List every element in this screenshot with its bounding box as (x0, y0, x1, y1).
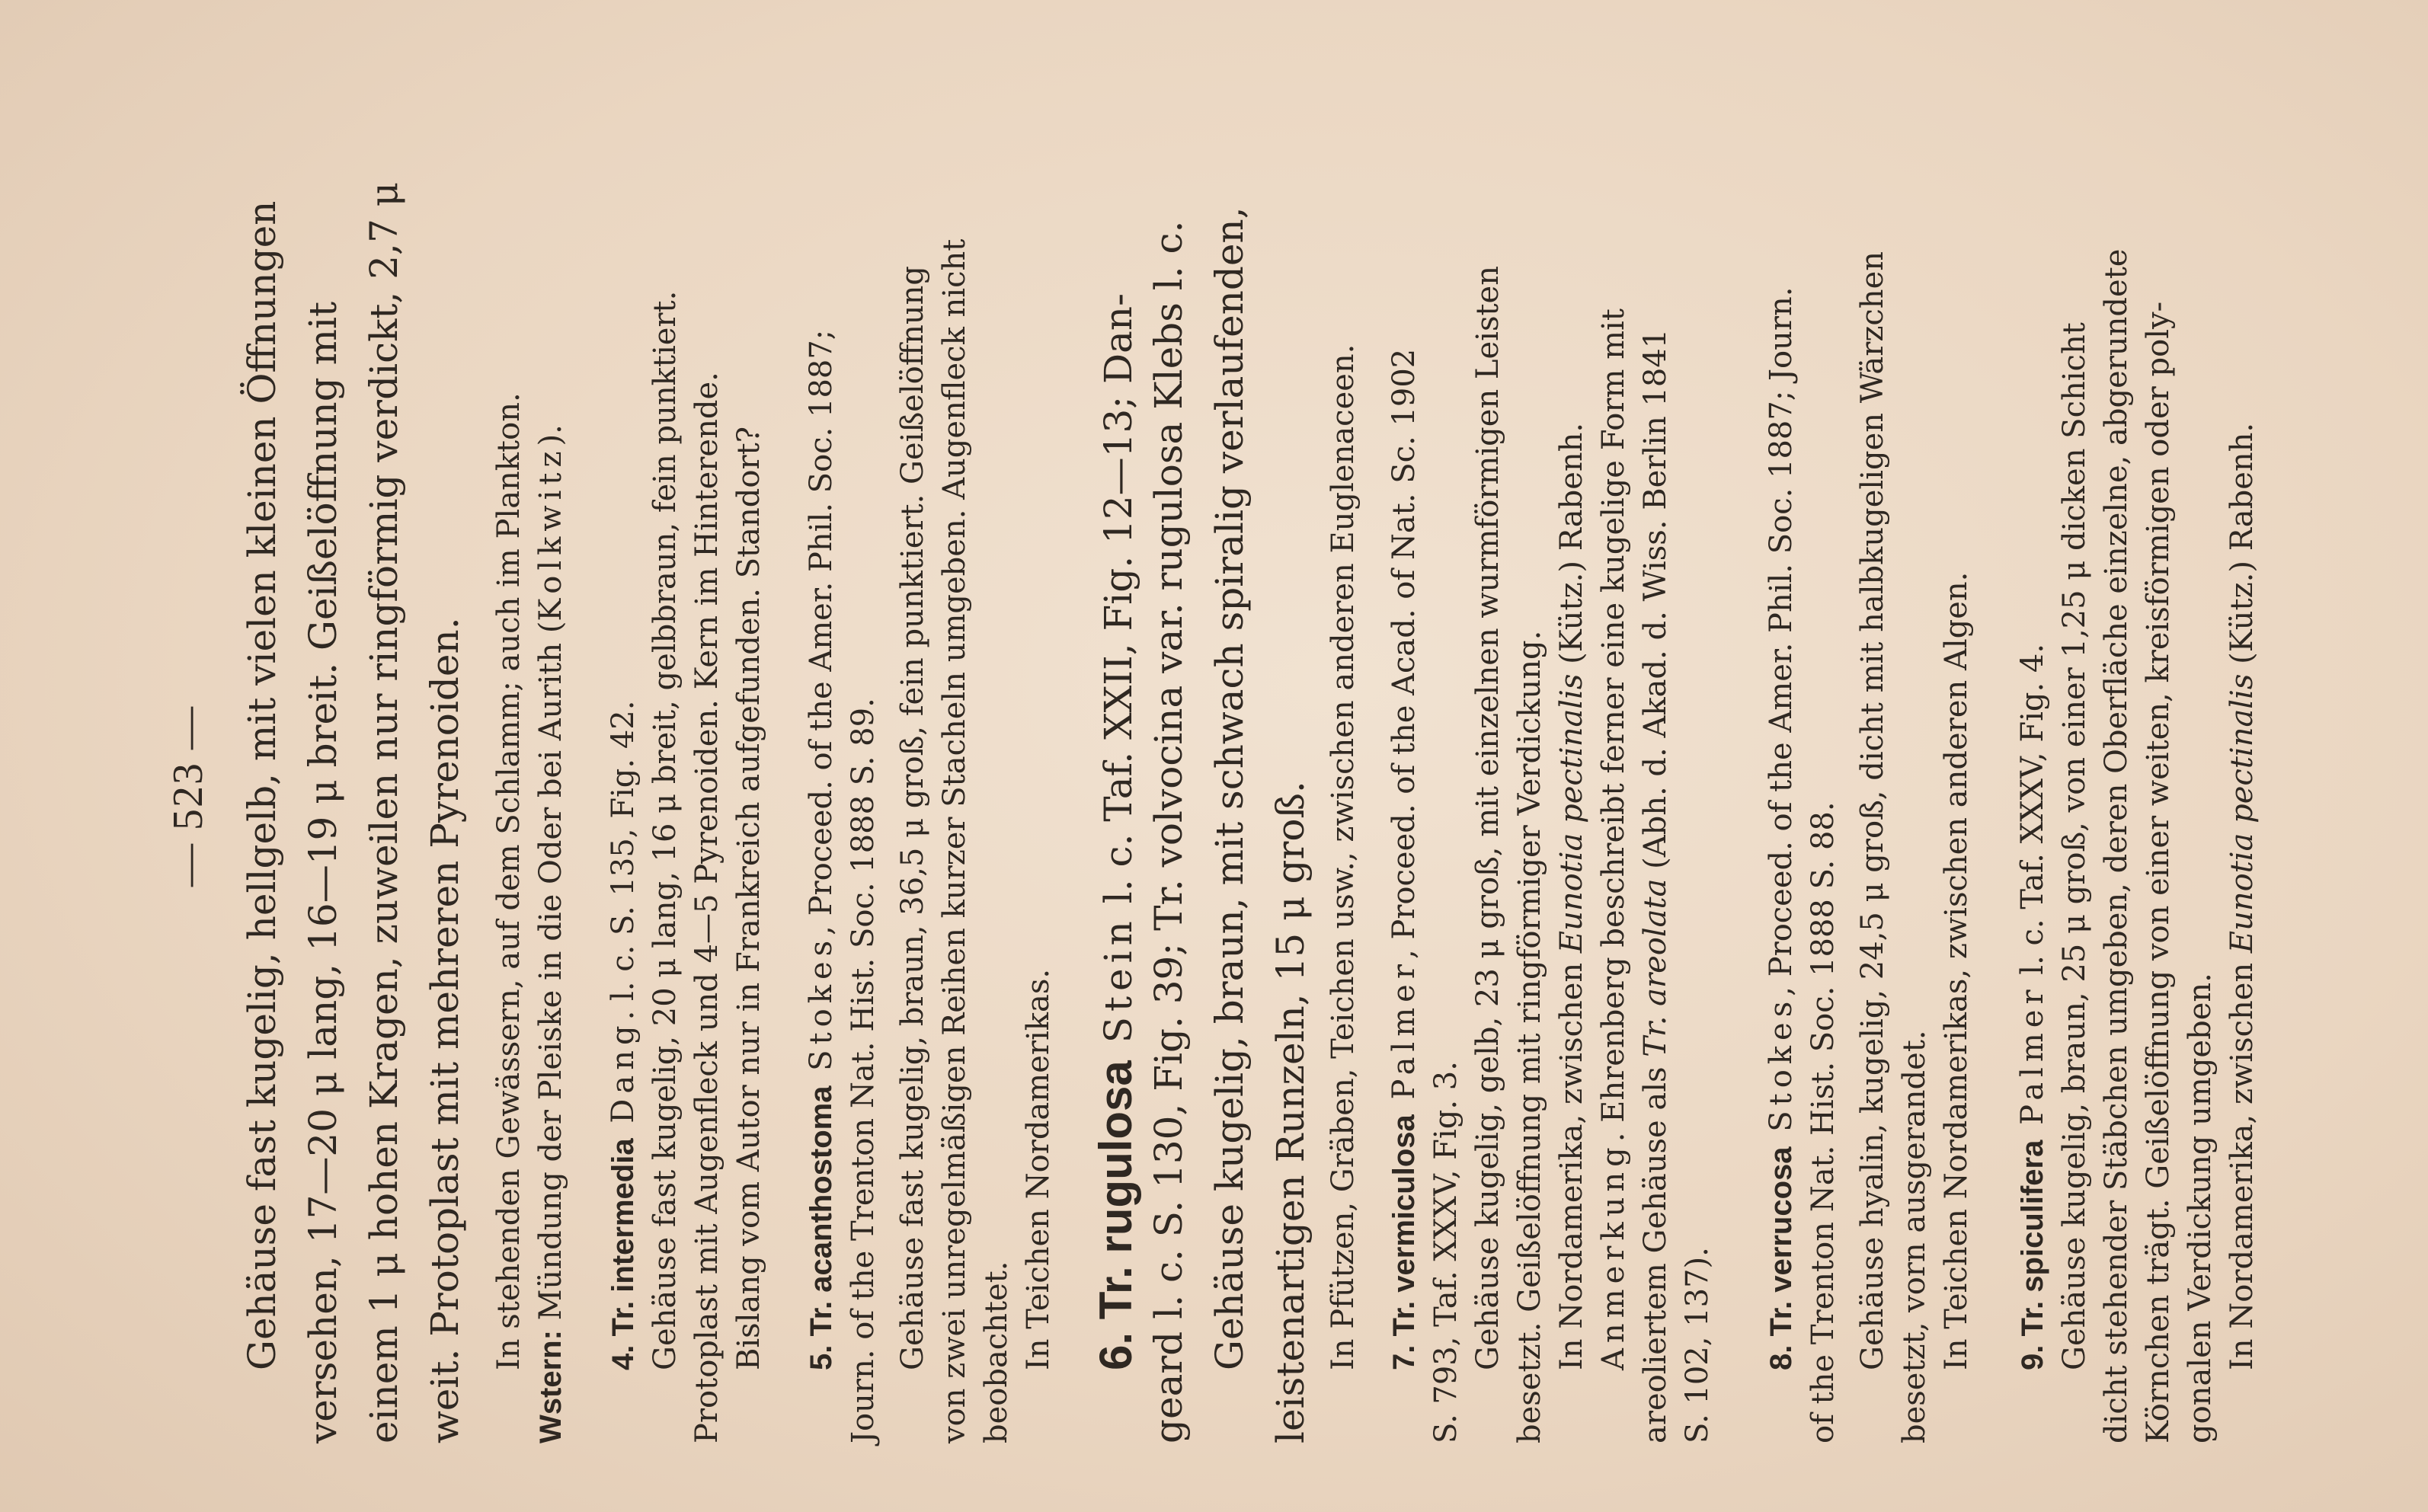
text-run: Palmer (1387, 959, 1422, 1115)
text-line (1897, 149, 1932, 1443)
text-run: versehen, 17—20 μ lang, 16—19 μ breit. Geißelöffnung mit (301, 301, 345, 1443)
text-line (1147, 149, 1191, 1443)
text-line (1554, 149, 1589, 1443)
text-line (423, 149, 467, 1443)
text-run: S. 793, Taf. XXXV, Fig. 3. (1428, 1061, 1464, 1443)
text-line (731, 149, 766, 1443)
text-line (689, 149, 725, 1443)
text-run: Palmer (2015, 984, 2050, 1140)
text-run: In Teichen Nordamerikas, zwischen anderen Algen. (1939, 571, 1974, 1370)
text-run: Mündung der Pleiske in die Oder bei Aurith ( (533, 621, 568, 1331)
text-line (648, 149, 683, 1443)
text-run: In stehenden Gewässern, auf dem Schlamm; auch im Plankton. (491, 392, 526, 1370)
text-run: beobachtet. (979, 1261, 1014, 1443)
text-run: besetzt, vorn ausgerandet. (1897, 1030, 1932, 1443)
text-line (301, 149, 345, 1443)
text-line (1208, 149, 1252, 1443)
text-run: 8. Tr. verrucosa (1764, 1146, 1798, 1370)
species-heading (606, 149, 641, 1443)
text-run: dicht stehender Stäbchen umgeben, deren Oberfläche einzelne, abgerundete (2099, 248, 2134, 1443)
text-run: Eunotia pectinalis (1554, 673, 1589, 954)
text-run: . Ehrenberg beschreibt ferner eine kugelige Form mit (1596, 308, 1631, 1143)
text-run: gonalen Verdickung umgeben. (2183, 973, 2218, 1443)
text-run: leistenartigen Runzeln, 15 μ groß. (1268, 781, 1313, 1443)
text-line (846, 149, 881, 1443)
text-run: (Abh. d. Akad. d. Wiss. Berlin 1841 (1638, 328, 1673, 879)
text-line (491, 149, 526, 1443)
text-line (2057, 149, 2092, 1443)
text-line (1428, 149, 1464, 1443)
text-run: Tr. areolata (1638, 878, 1673, 1057)
text-line (1939, 149, 1974, 1443)
text-run: Gehäuse fast kugelig, hellgelb, mit vielen kleinen Öffnungen (240, 200, 284, 1370)
text-run: (Kütz.) Rabenh. (1554, 422, 1589, 674)
text-line (979, 149, 1014, 1443)
text-run: geard l. c. S. 130, Fig. 39; Tr. volvocina var. rugulosa Klebs l. c. (1147, 220, 1191, 1443)
text-run: Gehäuse hyalin, kugelig, 24,5 μ groß, dicht mit halbkugeligen Wärzchen (1855, 251, 1890, 1370)
text-run: von zwei unregelmäßigen Reihen kurzer Stacheln umgeben. Augenfleck nicht (937, 238, 972, 1443)
text-run: Gehäuse fast kugelig, braun, 36,5 μ groß, fein punktiert. Geißelöffnung (895, 265, 930, 1370)
text-run: Gehäuse kugelig, braun, mit schwach spiralig verlaufenden, (1208, 206, 1252, 1370)
species-heading (2015, 149, 2050, 1443)
text-run: Bislang vom Autor nur in Frankreich aufgefunden. Standort? (731, 426, 766, 1370)
page-number: — 523 — (165, 705, 212, 887)
text-run: Gehäuse fast kugelig, 20 μ lang, 16 μ breit, gelbbraun, fein punktiert. (648, 290, 683, 1370)
text-run: Stokes (1764, 996, 1799, 1147)
text-line (1680, 149, 1715, 1443)
text-run: besetzt. Geißelöffnung mit ringförmiger Verdickung. (1512, 630, 1547, 1443)
text-run: l. c. Taf. XXII, Fig. 12—13; Dan- (1096, 292, 1140, 916)
species-heading (1089, 149, 1142, 1443)
text-run: In Nordamerika, zwischen (2225, 953, 2260, 1370)
text-run: In Teichen Nordamerikas. (1021, 968, 1056, 1370)
text-run: In Pfützen, Gräben, Teichen usw., zwischen anderen Euglenaceen. (1326, 344, 1361, 1370)
text-line (1855, 149, 1890, 1443)
text-line (1596, 149, 1631, 1443)
text-run: 4. Tr. intermedia (606, 1138, 640, 1370)
text-run: ). (533, 424, 568, 446)
text-run: . l. c. S. 135, Fig. 42. (606, 700, 641, 1021)
text-run: (Kütz.) Rabenh. (2225, 422, 2260, 674)
text-run: areoliertem Gehäuse als (1638, 1056, 1673, 1443)
text-line (1268, 149, 1313, 1443)
text-line (1512, 149, 1547, 1443)
text-line (1638, 149, 1673, 1443)
text-run: l. c. Taf. XXXV, Fig. 4. (2015, 643, 2050, 985)
text-run: In Nordamerika, zwischen (1554, 953, 1589, 1370)
species-heading (1764, 149, 1799, 1443)
text-run: Stein (1096, 916, 1140, 1061)
text-run: of the Trenton Nat. Hist. Soc. 1888 S. 88. (1806, 801, 1841, 1443)
text-line (533, 149, 568, 1443)
text-run: 6. Tr. rugulosa (1090, 1060, 1141, 1370)
text-line (362, 149, 406, 1443)
text-run: Dang (606, 1020, 641, 1139)
text-run: 5. Tr. acanthostoma (805, 1085, 838, 1370)
text-run: Gehäuse kugelig, gelb, 23 μ groß, mit einzelnen wurmförmigen Leisten (1470, 266, 1505, 1370)
text-line (2225, 149, 2260, 1443)
species-heading (804, 149, 839, 1443)
text-run: einem 1 μ hohen Kragen, zuweilen nur ringförmig verdickt, 2,7 μ (362, 181, 406, 1443)
text-run: S. 102, 137). (1680, 1247, 1715, 1443)
text-line (1021, 149, 1056, 1443)
species-heading (1387, 149, 1422, 1443)
text-run: 7. Tr. vermiculosa (1387, 1114, 1421, 1370)
text-line (240, 149, 284, 1443)
text-run: Journ. of the Trenton Nat. Hist. Soc. 1888 S. 89. (846, 698, 881, 1443)
text-line (2183, 149, 2218, 1443)
text-run: Anmerkung (1596, 1142, 1631, 1370)
text-run: , Proceed. of the Acad. of Nat. Sc. 1902 (1387, 348, 1422, 960)
text-run: Kolkwitz (533, 446, 568, 622)
text-run: , Proceed. of the Amer. Phil. Soc. 1887; (804, 329, 839, 935)
text-line (937, 149, 972, 1443)
text-run: Protoplast mit Augenfleck und 4—5 Pyrenoiden. Kern im Hinterende. (689, 372, 725, 1443)
text-line (1470, 149, 1505, 1443)
text-line (2141, 149, 2176, 1443)
text-run: 9. Tr. spiculifera (2016, 1140, 2049, 1370)
text-line (1806, 149, 1841, 1443)
rotated-page-content (84, 149, 2339, 1443)
text-run: , Proceed. of the Amer. Phil. Soc. 1887; Journ. (1764, 286, 1799, 996)
text-run: Stokes (804, 935, 839, 1086)
text-line (2099, 149, 2134, 1443)
text-run: weit. Protoplast mit mehreren Pyrenoiden. (423, 617, 467, 1443)
text-line (895, 149, 930, 1443)
text-run: Gehäuse kugelig, braun, 25 μ groß, von einer 1,25 μ dicken Schicht (2057, 322, 2092, 1370)
text-run: Körnchen trägt. Geißelöffnung von einer weiten, kreisförmigen oder poly- (2141, 301, 2176, 1443)
text-run: Eunotia pectinalis (2225, 673, 2260, 954)
text-line (1326, 149, 1361, 1443)
text-run: Wstern: (534, 1330, 568, 1443)
